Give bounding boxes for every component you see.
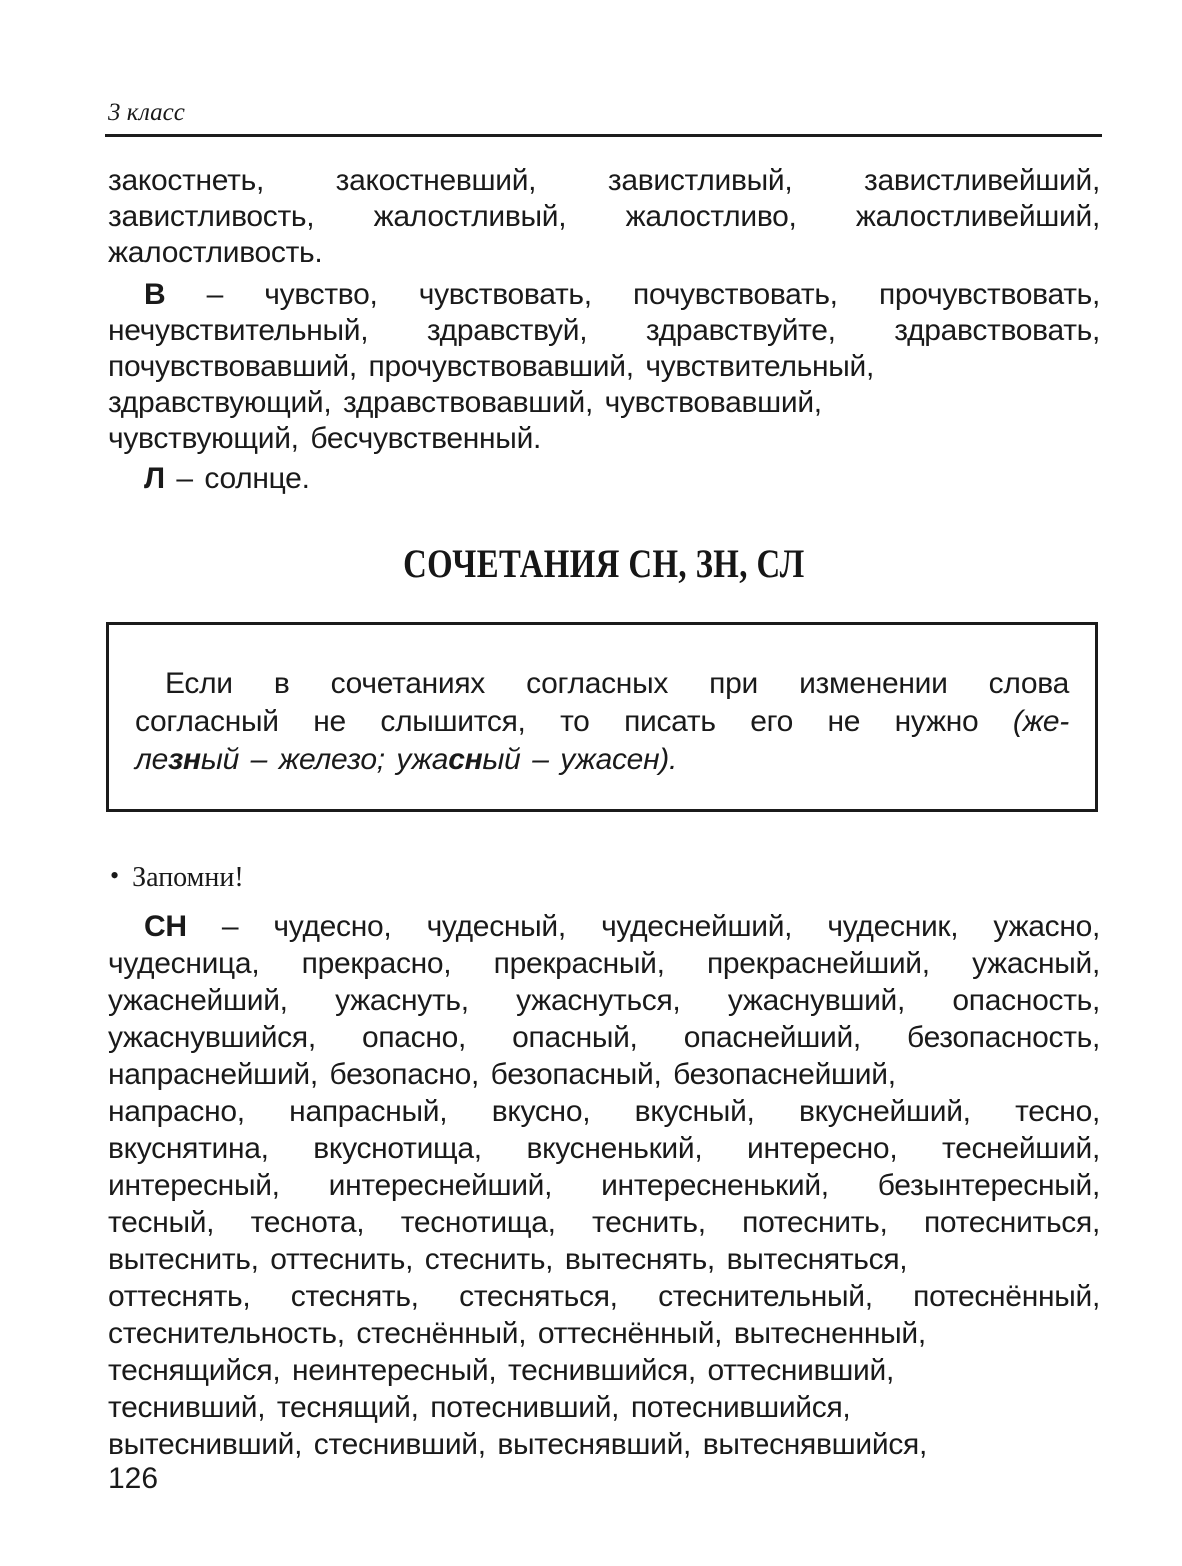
bullet-icon: • bbox=[110, 861, 120, 890]
text-run: зн bbox=[168, 743, 201, 776]
text-line bbox=[108, 313, 1100, 349]
text-line bbox=[108, 235, 1100, 271]
text-run: чувствующий, бесчувственный. bbox=[108, 422, 542, 455]
text-line bbox=[108, 1019, 1100, 1056]
word-list-l bbox=[108, 461, 1100, 497]
page-number: 126 bbox=[108, 1462, 159, 1495]
text-run: ужаснувшийся, опасно, опасный, опаснейший, безопасность, bbox=[108, 1021, 1100, 1054]
text-run: вкуснятина, вкуснотища, вкусненький, интересно, теснейший, bbox=[108, 1132, 1100, 1165]
text-run: В bbox=[144, 278, 166, 311]
text-run: жалостливость. bbox=[108, 236, 323, 269]
text-line bbox=[108, 1167, 1100, 1204]
section-heading-text: СОЧЕТАНИЯ СН, ЗН, СЛ bbox=[403, 541, 805, 586]
running-header: 3 класс bbox=[108, 99, 185, 126]
word-list-v bbox=[108, 277, 1100, 457]
rule-box bbox=[106, 622, 1098, 812]
text-line bbox=[108, 1130, 1100, 1167]
text-line bbox=[108, 982, 1100, 1019]
text-line bbox=[108, 908, 1100, 945]
text-run: нечувствительный, здравствуй, здравствуйте, здравствовать, bbox=[108, 314, 1100, 347]
text-run: ый – ужасен). bbox=[482, 743, 678, 776]
text-line bbox=[108, 277, 1100, 313]
remember-heading bbox=[110, 862, 244, 894]
text-run: закостнеть, закостневший, завистливый, завистливейший, bbox=[108, 164, 1100, 197]
text-run: вытеснивший, стеснивший, вытеснявший, вытеснявшийся, bbox=[108, 1428, 927, 1461]
text-run: почувствовавший, прочувствовавший, чувствительный, bbox=[108, 350, 875, 383]
text-run: напраснейший, безопасно, безопасный, безопаснейший, bbox=[108, 1058, 896, 1091]
text-line bbox=[108, 1056, 1100, 1093]
text-run: оттеснять, стеснять, стесняться, стеснительный, потеснённый, bbox=[108, 1280, 1100, 1313]
remember-label: Запомни! bbox=[132, 862, 244, 893]
text-line bbox=[108, 1278, 1100, 1315]
text-run: – чудесно, чудесный, чудеснейший, чудесник, ужасно, bbox=[186, 910, 1100, 943]
text-line bbox=[108, 421, 1100, 457]
text-line bbox=[108, 1426, 1100, 1463]
text-run: (же- bbox=[1012, 705, 1069, 738]
text-line bbox=[108, 1204, 1100, 1241]
text-line bbox=[108, 945, 1100, 982]
text-run: ужаснейший, ужаснуть, ужаснуться, ужаснувший, опасность, bbox=[108, 984, 1100, 1017]
word-list-continuation bbox=[108, 163, 1100, 271]
text-run: Л bbox=[144, 462, 165, 495]
text-run: теснивший, теснящий, потеснивший, потеснившийся, bbox=[108, 1391, 851, 1424]
text-line bbox=[108, 1241, 1100, 1278]
text-run: тесный, теснота, теснотища, теснить, потеснить, потесниться, bbox=[108, 1206, 1100, 1239]
word-list-sn bbox=[108, 908, 1100, 1463]
text-line bbox=[108, 1389, 1100, 1426]
text-line bbox=[108, 163, 1100, 199]
text-run: согласный не слышится, то писать его не нужно bbox=[135, 705, 1013, 738]
text-line bbox=[108, 1315, 1100, 1352]
text-line bbox=[108, 1093, 1100, 1130]
text-run: – солнце. bbox=[164, 462, 310, 495]
text-run: напрасно, напрасный, вкусно, вкусный, вкуснейший, тесно, bbox=[108, 1095, 1100, 1128]
text-line bbox=[108, 1352, 1100, 1389]
text-run: стеснительность, стеснённый, оттеснённый, вытесненный, bbox=[108, 1317, 926, 1350]
text-line bbox=[108, 199, 1100, 235]
section-heading bbox=[108, 540, 1100, 587]
text-line bbox=[108, 349, 1100, 385]
text-run: ый – железо; ужа bbox=[200, 743, 449, 776]
text-run: вытеснить, оттеснить, стеснить, вытеснять, вытесняться, bbox=[108, 1243, 908, 1276]
rule-box-text bbox=[135, 665, 1069, 779]
text-line bbox=[108, 385, 1100, 421]
text-run: теснящийся, неинтересный, теснившийся, оттеснивший, bbox=[108, 1354, 894, 1387]
text-line bbox=[135, 741, 1069, 779]
header-rule bbox=[105, 134, 1102, 137]
text-run: СН bbox=[144, 910, 187, 943]
text-run: ле bbox=[135, 743, 169, 776]
text-run: интересный, интереснейший, интересненький, безынтересный, bbox=[108, 1169, 1100, 1202]
text-line bbox=[135, 665, 1069, 703]
text-run: завистливость, жалостливый, жалостливо, жалостливейший, bbox=[108, 200, 1100, 233]
text-run: Если в сочетаниях согласных при изменении слова bbox=[165, 667, 1069, 700]
text-run: здравствующий, здравствовавший, чувствовавший, bbox=[108, 386, 822, 419]
text-line bbox=[108, 461, 1100, 497]
text-run: – чувство, чувствовать, почувствовать, прочувствовать, bbox=[165, 278, 1100, 311]
text-run: сн bbox=[448, 743, 483, 776]
text-line bbox=[135, 703, 1069, 741]
text-run: чудесница, прекрасно, прекрасный, прекраснейший, ужасный, bbox=[108, 947, 1100, 980]
